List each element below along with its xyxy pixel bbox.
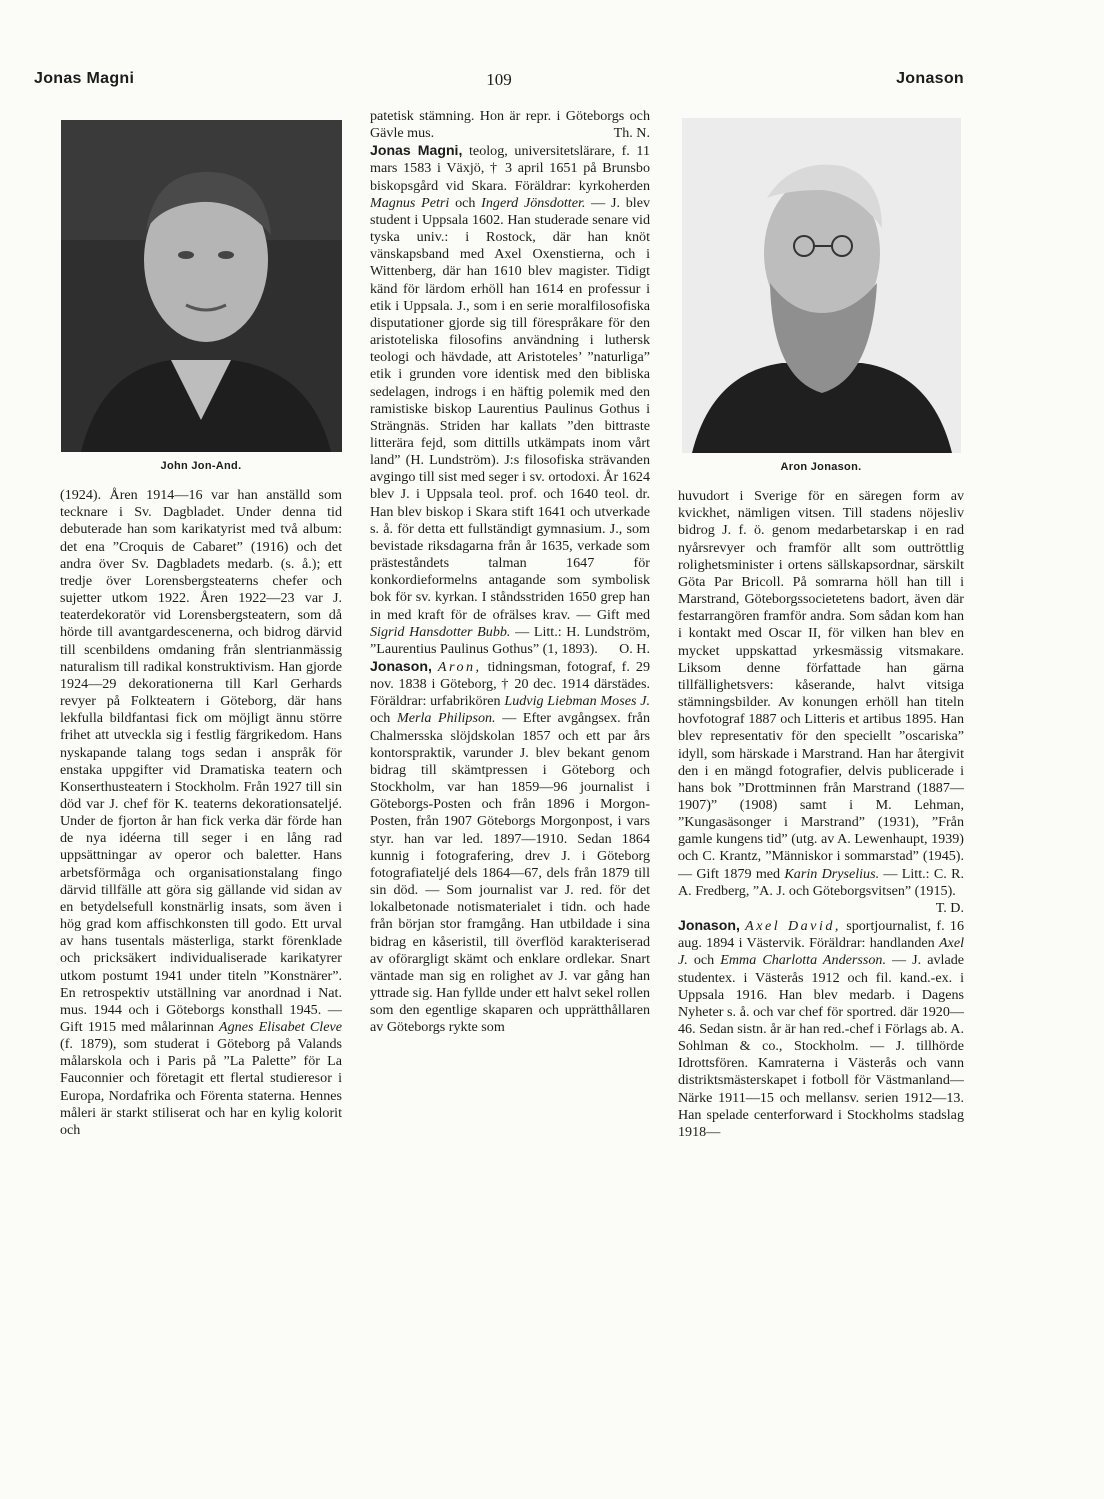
entry-headword: Jonason,	[370, 658, 432, 674]
portrait-photo-jon-and	[61, 120, 342, 452]
signature: T. D.	[935, 899, 964, 916]
entry-axel-jonason: Jonason, Axel David, sportjournalist, f. 16 aug. 1894 i Västervik. Föräldrar: handlanden Axel J. och Emma Charlotta Andersson. — J. avlade studentex. i Västerås 1912 och fil. kand.-ex. i Uppsala 1916. Han blev medarb. i Dagens Nyheter s. å. och var chef för sportred. där 1920—46. Sedan sistn. år är han red.-chef i Förlags ab. A. Sohlman & co., Stockholm. — J. tillhörde Idrottsfören. Kamraterna i Västerås och vann distriktsmästerskapet i fotboll för Västmanland—Närke 1911—15 och mellansv. serien 1912—13. Han spelade centerforward i Stockholms stadslag 1918—	[678, 917, 964, 1140]
portrait-photo-aron-jonason	[682, 118, 961, 453]
photo-caption-aron-jonason: Aron Jonason.	[780, 461, 862, 473]
entry-aron-jonason-continued: huvudort i Sverige för en säregen form av kvickhet, nämligen vitsen. Till stadens nöjesliv bidrog J. f. ö. genom medarbetarskap i en rad nyårsrevyer och framför allt som outtröttlig rolighetsminister i ortens sällskapsordnar, särskilt Göta Par Bricoll. På somrarna höll han till i Marstrand, Göteborgssocietetens badort, även där festarrangören framför andra. Som sådan kom han i kontakt med Oscar II, för vilken han blev en mycket uppskattad yrkesmässig vitsmakare. Liksom denne författade han gärna tillfällighetsvers: kåserande, halvt vitsiga stämningsbilder. Av konungen erhöll han titeln hovfotograf 1887 och Litteris et artibus 1895. Han blev representativ för den speciellt ”oscariska” idyll, som härskade i Marstrand. Han har återgivit den i en mängd fotografier, delvis publicerade i hans bok ”Drottminnen från Marstrand (1887—1907)” (1908) samt i M. Lehman, ”Kungasäsonger i Marstrand” (1931), ”Från gamle kungens tid” (utg. av A. Lewenhaupt, 1939) och C. Krantz, ”Människor i sommarstad” (1945). — Gift 1879 med Karin Dryselius. — Litt.: C. R. A. Fredberg, ”A. J. och Göteborgsvitsen” (1915). T. D.	[678, 488, 964, 916]
entry-aron-jonason: Jonason, Aron, tidningsman, fotograf, f. 29 nov. 1838 i Göteborg, † 20 dec. 1914 därstädes. Föräldrar: urfabrikören Ludvig Liebman Moses J. och Merla Philipson. — Efter avgångsex. från Chalmersska slöjdskolan 1857 och ett par års kontorspraktik, varunder J. blev bekant genom bidrag till skämtpressen i Göteborg och Stockholm, var han 1859—96 journalist i Göteborgs-Posten och från 1896 i Morgon-Posten, från 1907 Göteborgs Morgonpost, i vars styr. han var led. 1897—1910. Sedan 1864 kunnig i fotografering, drev J. i Göteborg fotografiateljé dels 1864—67, dels från 1879 till sin död. — Som journalist var J. red. för det lokalbetonade notismaterialet i tidn. och hade från början stor framgång. Han utbildade i sina bidrag en kåseristil, till överflöd karakteriserad av oförargligt skämt och enklare ordlekar. Snart väntade man sig en rolighet av J. var gång han yttrade sig. Han fyllde under ett halvt sekel rollen som den egentlige skaparen och upprätthållaren av Göteborgs rykte som	[370, 658, 650, 1036]
entry-cleve-continued: patetisk stämning. Hon är repr. i Göteborgs och Gävle mus. Th. N.	[370, 108, 650, 142]
signature: Th. N.	[613, 125, 650, 142]
entry-jon-and-continued: (1924). Åren 1914—16 var han anställd som tecknare i Sv. Dagbladet. Under denna tid debuterade han som karikatyrist med två album: det ena ”Croquis de Cabaret” (1916) och det andra över Sv. Dagbladets medarb. (s. å.); ett tredje över Lorensbergsteaterns chefer och sujetter utkom 1922. Åren 1922—23 var J. teaterdekoratör vid Lorensbergsteatern, som då hörde till avantgardescenerna, och bidrog därvid till scenbildens omdaning från slentrianmässig naturalism till radikal konstruktivism. Han gjorde 1924—29 dekorationerna till Karl Gerhards revyer på Folkteatern i Göteborg, där hans lekfulla bildfantasi fick om möjligt ännu större frihet att utveckla sig i festlig färgrikedom. Hans nyskapande talang togs sedan i anspråk för enstaka uppgifter vid Dramatiska teatern och Konserthusteatern i Stockholm. Från 1927 till sin död var J. chef för K. teaterns dekorationsateljé. Under de fjorton år han fick verka där förde han de nya idéerna till seger i en lång rad uppsättningar av operor och baletter. Hans arbetsförmåga och organisationstalang fingo därvid tillfälle att göra sig gällande vid sidan av en betydelsefull konstnärlig insats, som även i hög grad kom affischkonsten till godo. Ett urval av hans tusentals mästerliga, starkt förenklade och pricksäkert individualiserade karikatyrer utkom postumt 1941 under titeln ”Konstnärer”. En retrospektiv utställning var anordnad i Nat. mus. 1944 och i Göteborgs konsthall 1945. — Gift 1915 med målarinnan Agnes Elisabet Cleve (f. 1879), som studerat i Göteborg på Valands målarskola och i Paris på ”La Palette” för La Fauconnier och företagit ett flertal studieresor i Europa, Nordafrika och Förenta staterna. Hennes måleri är starkt stiliserat och har en kylig kolorit och	[60, 487, 342, 1138]
page-number: 109	[486, 70, 512, 89]
signature: O. H.	[619, 640, 650, 657]
column-1	[60, 110, 342, 1460]
entry-jonas-magni: Jonas Magni, teolog, universitetslärare, f. 11 mars 1583 i Växjö, † 3 april 1651 på Brunsbo biskopsgård vid Skara. Föräldrar: kyrkoherden Magnus Petri och Ingerd Jönsdotter. — J. blev student i Uppsala 1602. Han studerade senare vid tyska univ.: i Rostock, där han knöt vänskapsband med Axel Oxenstierna, och i Wittenberg, där han 1610 blev magister. Tidigt känd för lärdom erhöll han 1614 en professur i etik i Uppsala. J., som i en serie moralfilosofiska disputationer gjorde sig till förespråkare för den aristoteliska filosofins användning i luthersk teologi och hävdade, att Aristoteles’ ”naturliga” etik i grunden vore identisk med den bibliska sedelagen, indrogs i en häftig polemik med den ramistiske biskop Laurentius Paulinus Gothus i Strängnäs. Striden har kallats ”den bittraste litterära fejd, som dittills utkämpats inom vårt land” (H. Lundström). J:s filosofiska strävanden avgingo till sist med seger i sv. ortodoxi. År 1624 blev J. i Uppsala teol. prof. och 1640 teol. dr. Han blev biskop i Skara stift 1641 och utverkade s. å. för detta ett fullständigt gymnasium. J., som bevistade riksdagarna från år 1635, verkade som prästeståndets talman 1647 för konkordieformelns antagande som symbolisk bok för sv. kyrkan. I ståndsstriden 1650 grep han in med kraft för de ofrälses krav. — Gift med Sigrid Hansdotter Bubb. — Litt.: H. Lundström, ”Laurentius Paulinus Gothus” (1, 1893). O. H.	[370, 142, 650, 657]
portrait-man-icon	[61, 120, 342, 452]
running-head-right: Jonason	[896, 70, 964, 87]
column-2	[370, 108, 650, 1458]
running-head-left: Jonas Magni	[34, 70, 135, 87]
spouse-name: Agnes Elisabet Cleve	[219, 1019, 342, 1035]
column-3	[678, 110, 964, 1460]
photo-caption-jon-and: John Jon-And.	[160, 460, 242, 472]
portrait-bearded-man-icon	[682, 118, 961, 453]
page-header	[34, 70, 964, 96]
entry-headword: Jonason,	[678, 917, 740, 934]
entry-headword: Jonas Magni,	[370, 142, 463, 159]
